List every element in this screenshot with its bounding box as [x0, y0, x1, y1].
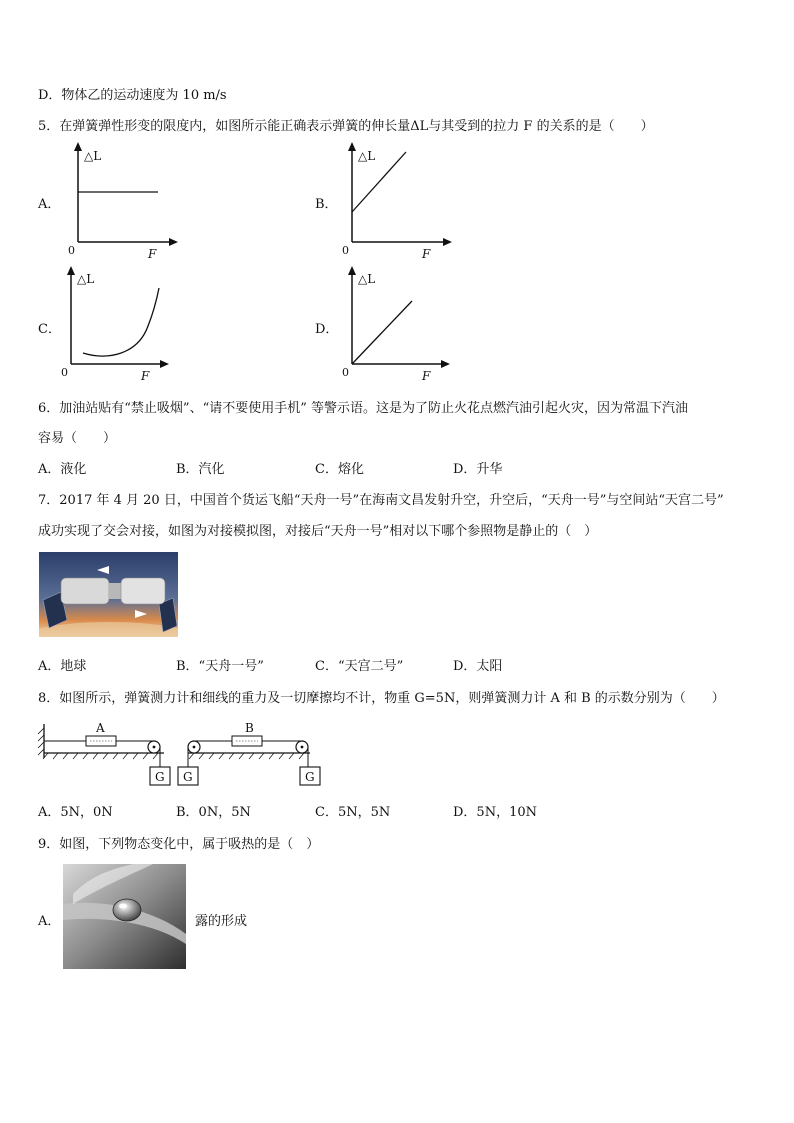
- q6-stem-line2: 容易（ ）: [38, 431, 117, 446]
- q9-option-a-caption: 露的形成: [195, 914, 248, 929]
- q5-option-b-label: B．: [315, 197, 338, 212]
- q5-c-origin: 0: [61, 366, 68, 379]
- q8-stem: 8．如图所示，弹簧测力计和细线的重力及一切摩擦均不计，物重 G=5N，则弹簧测力计 A 和 B 的示数分别为（ ）: [38, 691, 725, 706]
- weight-g-left: G: [155, 770, 165, 784]
- q8-option-c: C．5N，5N: [315, 805, 391, 820]
- weight-g-mid: G: [183, 770, 193, 784]
- q8-option-a: A．5N，0N: [38, 805, 113, 820]
- q5-d-origin: 0: [342, 366, 349, 379]
- q6-option-b: B．汽化: [176, 462, 225, 477]
- q5-d-line: [352, 301, 412, 364]
- q7-stem-line2: 成功实现了交会对接，如图为对接模拟图，对接后“天舟一号”相对以下哪个参照物是静止的（ ）: [38, 524, 598, 539]
- q5-c-y-label: △L: [77, 272, 95, 286]
- q8-option-d: D．5N，10N: [453, 805, 537, 820]
- q7-stem-line1: 7．2017 年 4 月 20 日，中国首个货运飞船“天舟一号”在海南文昌发射升空，升空后，“天舟一号”与空间站“天宫二号”: [38, 493, 724, 508]
- q5-stem: 5．在弹簧弹性形变的限度内，如图所示能正确表示弹簧的伸长量ΔL与其受到的拉力 F 的关系的是（ ）: [38, 119, 654, 134]
- docking-image: [39, 552, 178, 637]
- q4-option-d: D．物体乙的运动速度为 10 m/s: [38, 88, 227, 103]
- q7-option-b: B．“天舟一号”: [176, 659, 264, 674]
- q7-option-d: D．太阳: [453, 659, 503, 674]
- q6-option-c: C．熔化: [315, 462, 364, 477]
- q5-b-origin: 0: [342, 244, 349, 257]
- q6-option-a: A．液化: [38, 462, 87, 477]
- q9-option-a-label: A．: [38, 914, 61, 929]
- q5-b-x-label: F: [422, 247, 431, 261]
- q5-graph-a: [60, 142, 190, 262]
- q5-graph-d: [334, 266, 464, 386]
- q5-graph-b: [334, 142, 464, 262]
- q5-a-y-label: △L: [84, 149, 102, 163]
- q7-option-c: C．“天宫二号”: [315, 659, 404, 674]
- label-a: A: [96, 721, 105, 735]
- q5-graph-c: [53, 266, 183, 386]
- q5-option-d-label: D．: [315, 322, 339, 337]
- q5-c-curve: [83, 288, 159, 356]
- q9-stem: 9．如图，下列物态变化中，属于吸热的是（ ）: [38, 837, 320, 852]
- q7-option-a: A．地球: [38, 659, 87, 674]
- q5-option-a-label: A．: [38, 197, 61, 212]
- spring-scale-diagram: [38, 716, 328, 791]
- weight-g-right: G: [305, 770, 315, 784]
- q5-c-x-label: F: [141, 369, 150, 383]
- q5-d-y-label: △L: [358, 272, 376, 286]
- label-b: B: [245, 721, 254, 735]
- q5-option-c-label: C．: [38, 322, 61, 337]
- q8-option-b: B．0N，5N: [176, 805, 251, 820]
- q6-option-d: D．升华: [453, 462, 503, 477]
- q5-d-x-label: F: [422, 369, 431, 383]
- q6-stem-line1: 6．加油站贴有“禁止吸烟”、“请不要使用手机” 等警示语。这是为了防止火花点燃汽油引起火灾，因为常温下汽油: [38, 401, 688, 416]
- dew-drop-image: [63, 864, 186, 969]
- q5-a-x-label: F: [148, 247, 157, 261]
- q5-b-y-label: △L: [358, 149, 376, 163]
- q5-a-origin: 0: [68, 244, 75, 257]
